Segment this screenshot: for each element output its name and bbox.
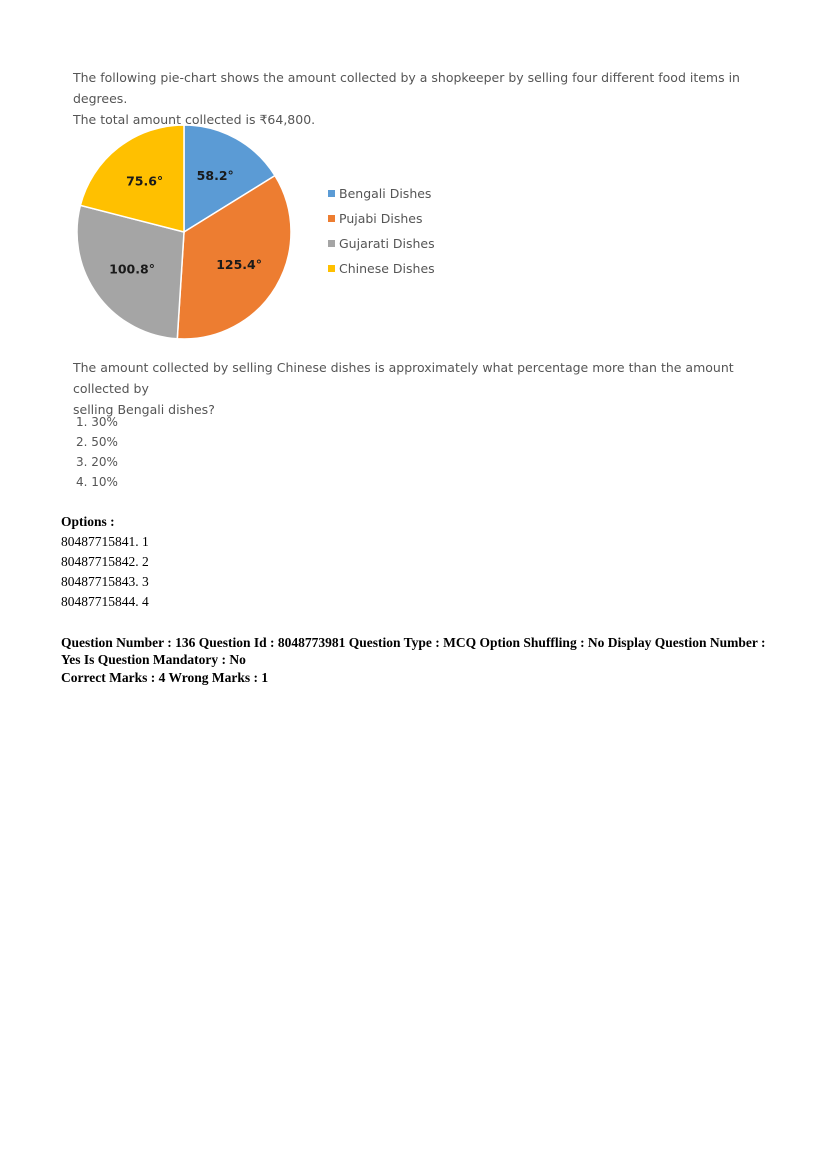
marks-info: Correct Marks : 4 Wrong Marks : 1	[61, 670, 269, 685]
option-item-2: 80487715842. 2	[61, 554, 149, 569]
option-item-3: 80487715843. 3	[61, 574, 149, 589]
metadata-line-1: Question Number : 136 Question Id : 8048773981 Question Type : MCQ Option Shuffling : No Display Question Number :	[61, 635, 766, 650]
pie-label-3: 100.8°	[109, 261, 155, 277]
legend-swatch-2	[328, 215, 335, 222]
intro-line-2: The total amount collected is ₹64,800.	[73, 112, 316, 127]
legend-label-1: Bengali Dishes	[339, 186, 432, 201]
option-item-1: 80487715841. 1	[61, 534, 149, 549]
answer-choice-2: 2. 50%	[76, 435, 118, 449]
pie-label-2: 125.4°	[216, 256, 262, 272]
legend-swatch-1	[328, 190, 335, 197]
options-heading: Options :	[61, 514, 115, 529]
legend-swatch-4	[328, 265, 335, 272]
answer-choice-1: 1. 30%	[76, 415, 118, 429]
intro-line-1: The following pie-chart shows the amount collected by a shopkeeper by selling four different food items in degrees.	[73, 70, 740, 106]
metadata-line-2: Yes Is Question Mandatory : No	[61, 652, 246, 667]
pie-label-4: 75.6°	[126, 173, 164, 189]
question-line-1: The amount collected by selling Chinese dishes is approximately what percentage more than the amount collected by	[73, 360, 734, 396]
pie-chart	[60, 118, 460, 346]
chart-legend	[328, 186, 435, 276]
answer-choice-4: 4. 10%	[76, 475, 118, 489]
question-stem	[73, 357, 773, 420]
question-metadata	[61, 634, 771, 668]
legend-swatch-3	[328, 240, 335, 247]
option-list	[61, 532, 149, 612]
question-line-2: selling Bengali dishes?	[73, 402, 215, 417]
answer-choice-3: 3. 20%	[76, 455, 118, 469]
option-item-4: 80487715844. 4	[61, 594, 149, 609]
legend-label-3: Gujarati Dishes	[339, 236, 435, 251]
pie-label-1: 58.2°	[196, 167, 234, 183]
pie-slices	[77, 125, 291, 339]
legend-label-4: Chinese Dishes	[339, 261, 435, 276]
answer-choices	[76, 412, 118, 492]
legend-label-2: Pujabi Dishes	[339, 211, 423, 226]
